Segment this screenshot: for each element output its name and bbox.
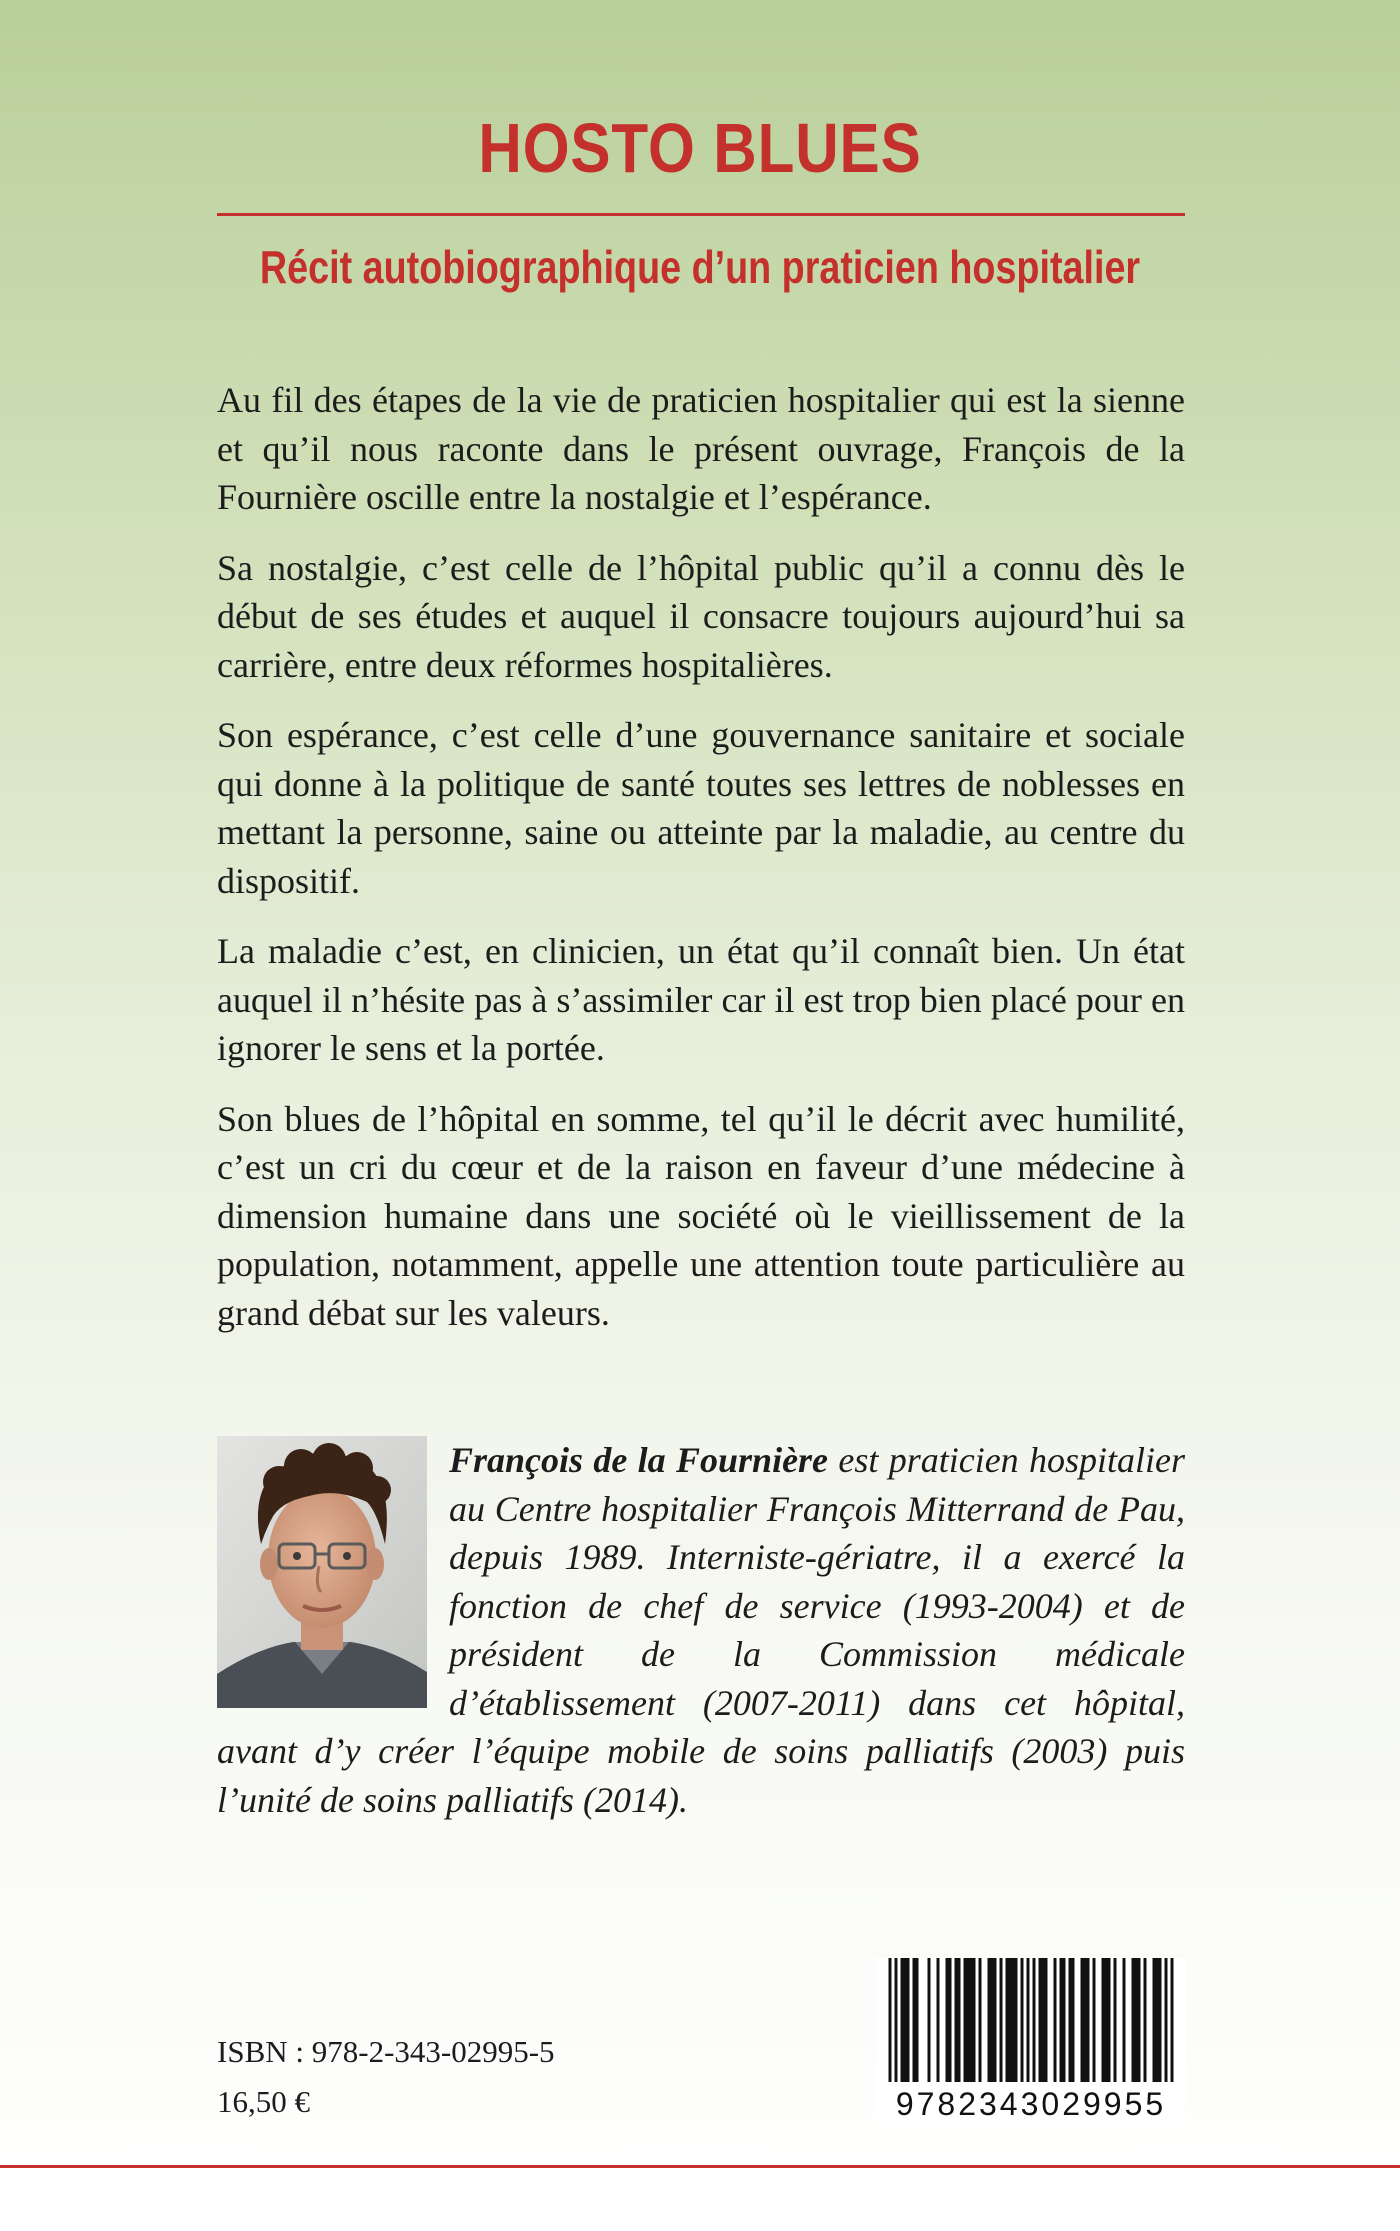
barcode-bar: [991, 1958, 994, 2082]
barcode-bar: [946, 1958, 949, 2082]
title-divider: [217, 213, 1185, 216]
barcode-bar: [1012, 1958, 1015, 2082]
barcode-bar: [1015, 1958, 1018, 2082]
author-bio-text: est praticien hospitalier au Centre hospitalier François Mitterrand de Pau, depuis 1989. Interniste-gériatre, il a exercé la fonction de chef de service (1993-2004) et de président de la Commission médicale d’établissement (2007-2011) dans cet hôpital, avant d’y créer l’équipe mobile de soins palliatifs (2003) puis l’unité de soins palliatifs (2014).: [217, 1440, 1186, 1820]
barcode-bar: [967, 1958, 970, 2082]
barcode-bar: [1108, 1958, 1111, 2082]
barcode-bar: [1135, 1958, 1138, 2082]
barcode-bar: [1021, 1958, 1024, 2082]
blurb: [217, 376, 1185, 1359]
barcode-bar: [1060, 1958, 1063, 2082]
barcode-bar: [964, 1958, 967, 2082]
bottom-divider: [0, 2165, 1400, 2168]
barcode-bar: [1102, 1958, 1105, 2082]
barcode-bar: [1033, 1958, 1036, 2082]
barcode-bar: [901, 1958, 904, 2082]
barcode-bar: [928, 1958, 931, 2082]
barcode-bar: [1132, 1958, 1135, 2082]
blurb-paragraph-5: Son blues de l’hôpital en somme, tel qu’il le décrit avec humilité, c’est un cri du cœur et de la raison en faveur d’une médecine à dimension humaine dans une société où le vieillissement de la population, notamment, appelle une attention toute particulière au grand débat sur les valeurs.: [217, 1098, 1185, 1333]
barcode-bar: [1123, 1958, 1126, 2082]
barcode-bar: [907, 1958, 910, 2082]
barcode-bar: [973, 1958, 976, 2082]
barcode-bar: [916, 1958, 919, 2082]
author-photo: [217, 1436, 427, 1708]
barcode-bar: [1006, 1958, 1009, 2082]
barcode-bar: [988, 1958, 991, 2082]
barcode-bar: [958, 1958, 961, 2082]
barcode-bar: [1159, 1958, 1162, 2082]
book-title: HOSTO BLUES: [478, 109, 922, 187]
barcode-bar: [904, 1958, 907, 2082]
barcode-bar: [1084, 1958, 1087, 2082]
barcode-bar: [955, 1958, 958, 2082]
barcode-bar: [949, 1958, 952, 2082]
barcode: [876, 1958, 1186, 2122]
barcode-bar: [1165, 1958, 1168, 2082]
barcode-bar: [1009, 1958, 1012, 2082]
barcode-bar: [1156, 1958, 1159, 2082]
price: 16,50 €: [217, 2084, 310, 2119]
barcode-bar: [994, 1958, 997, 2082]
barcode-bar: [1081, 1958, 1084, 2082]
barcode-bar: [1027, 1958, 1030, 2082]
barcode-bars: [876, 1958, 1186, 2086]
barcode-bar: [1000, 1958, 1003, 2082]
barcode-bar: [1138, 1958, 1141, 2082]
barcode-bar: [1105, 1958, 1108, 2082]
author-name: François de la Fournière: [449, 1440, 829, 1480]
barcode-bar: [889, 1958, 892, 2082]
barcode-number: 9782343029955: [895, 2086, 1167, 2122]
barcode-bar: [1093, 1958, 1096, 2082]
barcode-bar: [970, 1958, 973, 2082]
barcode-bar: [1087, 1958, 1090, 2082]
barcode-bar: [1171, 1958, 1174, 2082]
barcode-bar: [1153, 1958, 1156, 2082]
barcode-bar: [1144, 1958, 1147, 2082]
barcode-bar: [1114, 1958, 1117, 2082]
blurb-paragraph-2: Sa nostalgie, c’est celle de l’hôpital public qu’il a connu dès le début de ses études et auquel il consacre toujours aujourd’hui sa carrière, entre deux réformes hospitalières.: [217, 547, 1185, 685]
barcode-bar: [1072, 1958, 1075, 2082]
book-subtitle: Récit autobiographique d’un praticien hospitalier: [259, 241, 1141, 293]
barcode-bar: [1042, 1958, 1045, 2082]
blurb-paragraph-1: Au fil des étapes de la vie de praticien hospitalier qui est la sienne et qu’il nous raconte dans le présent ouvrage, François de la Fournière oscille entre la nostalgie et l’espérance.: [217, 380, 1185, 517]
barcode-bar: [1069, 1958, 1072, 2082]
blurb-paragraph-4: La maladie c’est, en clinicien, un état qu’il connaît bien. Un état auquel il n’hésite pas à s’assimiler car il est trop bien placé pour en ignorer le sens et la portée.: [217, 931, 1185, 1068]
blurb-paragraph-3: Son espérance, c’est celle d’une gouvernance sanitaire et sociale qui donne à la politique de santé toutes ses lettres de noblesses en mettant la personne, saine ou atteinte par la maladie, au centre du dispositif.: [217, 715, 1185, 901]
barcode-bar: [895, 1958, 898, 2082]
barcode-bar: [1054, 1958, 1057, 2082]
barcode-bar: [1045, 1958, 1048, 2082]
barcode-bar: [1063, 1958, 1066, 2082]
barcode-bar: [937, 1958, 940, 2082]
barcode-bar: [979, 1958, 982, 2082]
isbn: ISBN : 978-2-343-02995-5: [217, 2034, 555, 2069]
author-section: [217, 1436, 1185, 1824]
barcode-bar: [1039, 1958, 1042, 2082]
barcode-bar: [913, 1958, 916, 2082]
